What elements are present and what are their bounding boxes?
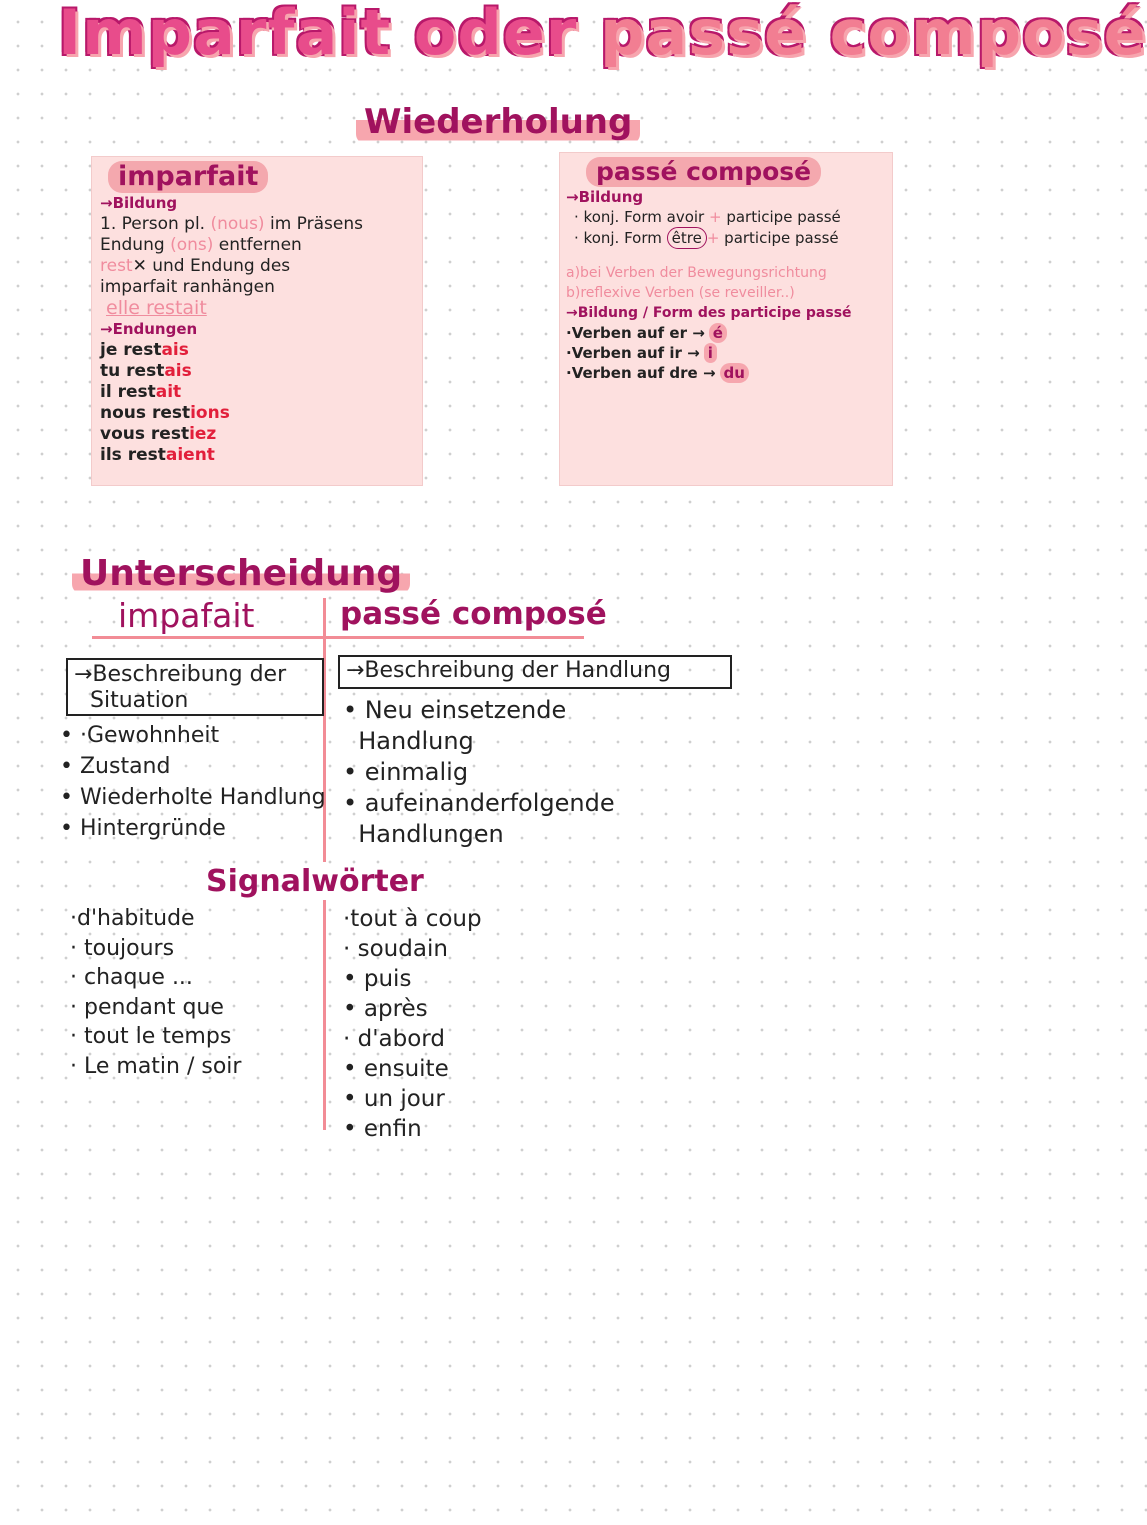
passe-compose-description-box: →Beschreibung der Handlung — [338, 655, 732, 689]
imparfait-rule-line4: imparfait ranhängen — [100, 277, 275, 297]
list-item: • un jour — [343, 1086, 445, 1112]
conjugation-pronoun: vous — [100, 424, 145, 444]
conjugation-row — [100, 445, 363, 466]
conjugation-pronoun: ils — [100, 445, 122, 465]
participle-ending: é — [709, 323, 727, 343]
conjugation-pronoun: je — [100, 340, 118, 360]
list-item: · toujours — [70, 935, 175, 961]
participle-rule-text: ·Verben auf er → — [566, 324, 705, 342]
list-item: Handlung — [343, 727, 474, 755]
participle-rule-row — [566, 323, 852, 343]
imparfait-usage-list — [60, 720, 326, 844]
list-item: ·tout à coup — [343, 906, 482, 932]
imparfait-card — [91, 156, 423, 486]
conjugation-ending: ait — [155, 382, 182, 402]
conjugation-stem: rest — [123, 340, 162, 360]
list-item: • Hintergründe — [60, 816, 226, 841]
pc-rule-b: b)reflexive Verben (se reveiller..) — [566, 285, 795, 301]
section-heading-unterscheidung: Unterscheidung — [72, 553, 410, 594]
imparfait-signal-list — [70, 904, 241, 1081]
pc-form: →Bildung / Form des participe passé — [566, 305, 852, 321]
list-item: • Zustand — [60, 754, 171, 779]
participle-ending: du — [720, 363, 749, 383]
column-underline — [92, 636, 584, 639]
conjugation-row — [100, 424, 363, 445]
list-item: • ensuite — [343, 1056, 449, 1082]
signal-divider — [323, 900, 326, 1130]
imparfait-heading: imparfait — [108, 161, 268, 193]
passe-compose-usage-list — [343, 695, 615, 850]
column-header-imparfait: impafait — [118, 596, 255, 635]
participle-ending: i — [704, 343, 717, 363]
conjugation-pronoun: nous — [100, 403, 147, 423]
list-item: • après — [343, 996, 428, 1022]
title-part2: passé composé — [599, 0, 1147, 69]
pc-verb-list — [566, 323, 852, 383]
section-heading-wiederholung: Wiederholung — [356, 100, 640, 144]
list-item: • Neu einsetzende — [343, 696, 567, 724]
section-heading-signalwoerter: Signalwörter — [206, 864, 424, 899]
conjugation-stem: rest — [127, 445, 166, 465]
participle-rule-row — [566, 363, 852, 383]
column-header-passe-compose: passé composé — [340, 596, 607, 632]
conjugation-stem: rest — [150, 424, 190, 444]
conjugation-stem: rest — [126, 361, 165, 381]
conjugation-row — [100, 340, 363, 361]
imparfait-rule-line2: Endung (ons) entfernen — [100, 235, 302, 255]
participle-rule-row — [566, 343, 852, 363]
participle-rule-text: ·Verben auf dre → — [566, 364, 716, 382]
list-item: • puis — [343, 966, 412, 992]
pc-rule-etre: · konj. Form être + participe passé — [574, 229, 839, 247]
conjugation-row — [100, 382, 363, 403]
conjugation-ending: ais — [161, 340, 189, 360]
list-item: • Wiederholte Handlung — [60, 785, 326, 810]
imparfait-rule-line3: rest✕ und Endung des — [100, 256, 291, 276]
page-title — [58, 0, 1147, 69]
list-item: · Le matin / soir — [70, 1053, 242, 1079]
list-item: • aufeinanderfolgende — [343, 789, 615, 817]
conjugation-stem: rest — [117, 382, 156, 402]
pc-bildung: →Bildung — [566, 188, 644, 206]
list-item: · chaque ... — [70, 965, 193, 990]
list-item: · soudain — [343, 936, 448, 962]
imparfait-conjugation-list — [100, 340, 363, 466]
title-part1: Imparfait oder — [58, 0, 600, 69]
conjugation-row — [100, 403, 363, 424]
pc-heading: passé composé — [586, 157, 821, 187]
participle-rule-text: ·Verben auf ir → — [566, 344, 700, 362]
passe-compose-signal-list — [343, 904, 482, 1144]
list-item: · pendant que — [70, 994, 224, 1020]
conjugation-pronoun: il — [100, 382, 112, 402]
imparfait-endungen: →Endungen — [100, 320, 198, 338]
list-item: · d'abord — [343, 1026, 445, 1052]
conjugation-ending: ions — [190, 403, 230, 423]
list-item: • einmalig — [343, 758, 469, 786]
imparfait-rule-line1: 1. Person pl. (nous) im Präsens — [100, 214, 363, 234]
conjugation-row — [100, 361, 363, 382]
imparfait-bildung: →Bildung — [100, 194, 178, 212]
list-item: • ·Gewohnheit — [60, 723, 220, 748]
pc-rule-avoir: · konj. Form avoir + participe passé — [574, 208, 841, 226]
conjugation-stem: rest — [151, 403, 191, 423]
list-item: • enfin — [343, 1116, 422, 1142]
conjugation-ending: iez — [189, 424, 217, 444]
passe-compose-card — [559, 152, 893, 486]
list-item: ·d'habitude — [70, 906, 195, 931]
pc-rule-a: a)bei Verben der Bewegungsrichtung — [566, 265, 827, 281]
conjugation-ending: ais — [164, 361, 192, 381]
list-item: Handlungen — [343, 820, 504, 848]
imparfait-description-box: →Beschreibung der Situation — [66, 658, 324, 716]
list-item: · tout le temps — [70, 1024, 232, 1049]
conjugation-ending: aient — [165, 445, 215, 465]
conjugation-pronoun: tu — [100, 361, 121, 381]
imparfait-example: elle restait — [106, 297, 207, 319]
